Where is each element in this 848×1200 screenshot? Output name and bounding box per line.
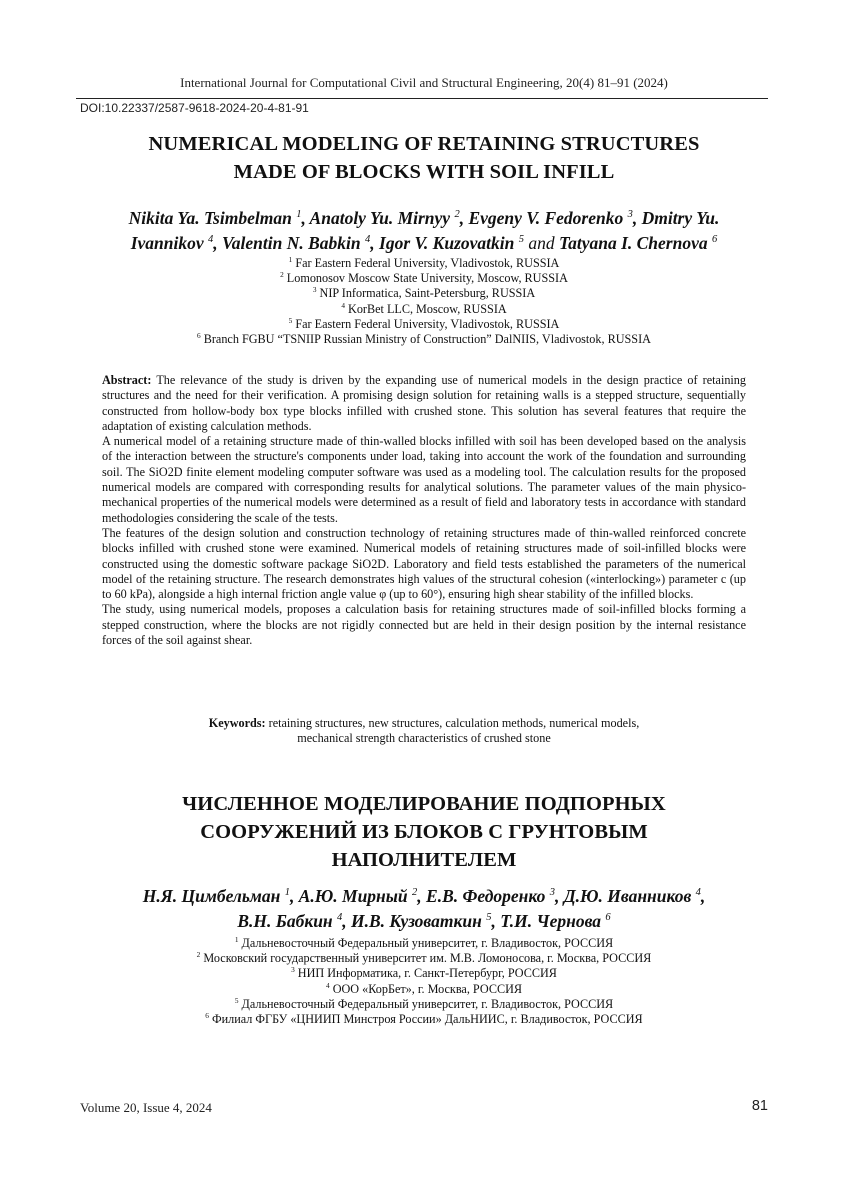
- author-name: Nikita Ya. Tsimbelman: [128, 208, 292, 228]
- affiliation-mark: 2: [280, 270, 284, 280]
- affiliation-text: NIP Informatica, Saint-Petersburg, RUSSIA: [319, 286, 536, 301]
- affiliation-line: [80, 302, 768, 317]
- affiliation-line: [80, 951, 768, 966]
- keywords: [102, 716, 746, 747]
- abstract: [102, 373, 746, 648]
- affiliation-mark: 6: [205, 1010, 209, 1020]
- russian-title-line-2: СООРУЖЕНИЙ ИЗ БЛОКОВ С ГРУНТОВЫМ: [200, 821, 648, 843]
- doi-link[interactable]: DOI:10.22337/2587-9618-2024-20-4-81-91: [80, 101, 309, 115]
- keywords-label: Keywords:: [208, 716, 266, 730]
- author-separator: ,: [554, 886, 564, 906]
- affiliation-text: Филиал ФГБУ «ЦНИИП Минстроя России» ДальНИИС, г. Владивосток, РОССИЯ: [212, 1012, 643, 1027]
- abstract-paragraph-4: The study, using numerical models, proposes a calculation basis for retaining structures made of soil-infilled blocks forming a stepped construction, where the blocks are not rigidly connected but are held in their design position by the internal resistance forces of the soil against shear.: [102, 602, 746, 648]
- header-divider: [76, 98, 768, 99]
- author-name: Valentin N. Babkin: [222, 233, 361, 253]
- affiliation-text: Дальневосточный Федеральный университет, г. Владивосток, РОССИЯ: [241, 936, 614, 950]
- affiliation-mark: 5: [288, 315, 293, 325]
- author-affiliation-mark: 4: [365, 234, 371, 246]
- affiliation-line: [80, 982, 768, 997]
- author-affiliation-mark: 2: [454, 209, 460, 221]
- affiliation-text: KorBet LLC, Moscow, RUSSIA: [348, 301, 507, 316]
- russian-title: [80, 790, 768, 874]
- russian-affiliations: [80, 936, 768, 1027]
- affiliation-line: [80, 1012, 768, 1027]
- russian-authors: [80, 884, 768, 934]
- affiliation-mark: 5: [234, 995, 239, 1005]
- author-separator: ,: [342, 911, 352, 931]
- abstract-paragraph-1-text: The relevance of the study is driven by the expanding use of numerical models in the design practice of retaining structures and the need for their verification. A promising design solution for retaining walls is a stepped structure, sequentially constructed from hollow-body box type blocks infilled with crushed stone. This solution has several features that require the adaptation of existing calculation methods.: [102, 373, 746, 433]
- english-authors: [80, 206, 768, 256]
- affiliation-line: [80, 966, 768, 981]
- author-name: А.Ю. Мирный: [298, 886, 408, 906]
- affiliation-line: [80, 317, 768, 332]
- english-affiliations: [80, 256, 768, 347]
- russian-title-line-1: ЧИСЛЕННОЕ МОДЕЛИРОВАНИЕ ПОДПОРНЫХ: [182, 793, 666, 815]
- author-affiliation-mark: 6: [605, 912, 611, 924]
- russian-authors-line-1: [80, 884, 768, 909]
- author-separator: ,: [632, 208, 642, 228]
- abstract-label: Abstract:: [102, 373, 152, 387]
- affiliation-mark: 2: [196, 950, 201, 960]
- affiliation-text: Московский государственный университет им. М.В. Ломоносова, г. Москва, РОССИЯ: [203, 951, 652, 966]
- author-affiliation-mark: 1: [296, 209, 302, 221]
- author-affiliation-mark: 5: [486, 912, 492, 924]
- footer-volume: Volume 20, Issue 4, 2024: [80, 1100, 212, 1115]
- author-name: Dmitry Yu.: [641, 208, 720, 228]
- affiliation-mark: 6: [197, 330, 201, 340]
- keywords-line-2: mechanical strength characteristics of crushed stone: [297, 731, 551, 746]
- keywords-line-1: [102, 716, 746, 731]
- affiliation-text: Lomonosov Moscow State University, Moscow, RUSSIA: [286, 271, 568, 286]
- author-name: Д.Ю. Иванников: [563, 886, 692, 906]
- affiliation-mark: 1: [234, 934, 239, 944]
- affiliation-text: Far Eastern Federal University, Vladivostok, RUSSIA: [295, 256, 560, 270]
- affiliation-line: [80, 271, 768, 286]
- author-name: Е.В. Федоренко: [426, 886, 546, 906]
- abstract-paragraph-3: The features of the design solution and construction technology of retaining structures made of thin-walled reinforced concrete blocks infilled with crushed stone were examined. Numerical models of retaining structures made of soil-infilled blocks were constructed using the domestic software package SiO2D. Laboratory and field tests established the parameters of the numerical model of the retaining structure. The research demonstrates high values of the structural cohesion («interlocking») parameter c (up to 60 kPa), alongside a high internal friction angle value φ (up to 60°), ensuring high shear stability of the infilled blocks.: [102, 525, 746, 602]
- affiliation-text: ООО «КорБет», г. Москва, РОССИЯ: [332, 981, 523, 996]
- author-name: И.В. Кузоваткин: [351, 911, 482, 931]
- author-affiliation-mark: 2: [412, 887, 418, 899]
- affiliation-text: Branch FGBU “TSNIIP Russian Ministry of Construction” DalNIIS, Vladivostok, RUSSIA: [203, 332, 651, 347]
- affiliation-mark: 3: [291, 965, 295, 975]
- author-affiliation-mark: 4: [208, 234, 214, 246]
- author-name: Evgeny V. Fedorenko: [468, 208, 624, 228]
- affiliation-mark: 3: [312, 285, 317, 295]
- page-number: 81: [751, 1098, 768, 1114]
- author-name: Tatyana I. Chernova: [559, 233, 708, 253]
- russian-title-line-3: НАПОЛНИТЕЛЕМ: [331, 849, 517, 871]
- affiliation-mark: 4: [325, 980, 330, 990]
- abstract-paragraph-1: [102, 373, 746, 434]
- author-separator: ,: [491, 911, 501, 931]
- author-name: Н.Я. Цимбельман: [142, 886, 281, 906]
- english-title: [80, 130, 768, 186]
- affiliation-line: [80, 997, 768, 1012]
- author-affiliation-mark: 4: [337, 912, 343, 924]
- author-name: Igor V. Kuzovatkin: [379, 233, 515, 253]
- english-title-line-2: MADE OF BLOCKS WITH SOIL INFILL: [233, 161, 615, 183]
- affiliation-text: Far Eastern Federal University, Vladivostok, RUSSIA: [295, 316, 560, 331]
- author-separator: ,: [459, 208, 469, 228]
- affiliation-text: Дальневосточный Федеральный университет, г. Владивосток, РОССИЯ: [241, 996, 614, 1011]
- affiliation-mark: 1: [288, 254, 293, 264]
- author-name: Anatoly Yu. Mirnyy: [309, 208, 451, 228]
- author-conjunction: and: [528, 233, 555, 253]
- russian-authors-line-2: [80, 909, 768, 934]
- english-authors-line-2: Ivannikov $^4$, Valentin N. Babkin $^4$, Igor V. Kuzovatkin $^5$ and Tatyana I. Chernova $^6$: [130, 233, 718, 253]
- english-authors-line-1: [80, 206, 768, 231]
- author-affiliation-mark: 3: [627, 209, 633, 221]
- author-separator: ,: [289, 886, 299, 906]
- author-affiliation-mark: 3: [549, 887, 555, 899]
- author-affiliation-mark: 5: [518, 234, 524, 246]
- abstract-paragraph-2: A numerical model of a retaining structure made of thin-walled blocks infilled with soil has been developed based on the analysis of the interaction between the structure's components under load, taking into account the work of the foundation and surrounding soil. The SiO2D finite element modeling computer software was used as a modeling tool. The calculation results for the proposed numerical models are compared with corresponding results for analytical solutions. The parameter values of the main physico-mechanical properties of the numerical models were determined as a result of field and laboratory tests in accordance with standard methodologies considering the scale of the tests.: [102, 434, 746, 525]
- journal-header: International Journal for Computational Civil and Structural Engineering, 20(4) 81–91 (2024): [180, 75, 668, 90]
- author-name: Т.И. Чернова: [500, 911, 602, 931]
- author-name: Ivannikov: [130, 233, 204, 253]
- affiliation-line: [80, 286, 768, 301]
- author-name: В.Н. Бабкин: [237, 911, 333, 931]
- english-title-line-1: NUMERICAL MODELING OF RETAINING STRUCTURES: [148, 133, 700, 155]
- affiliation-text: НИП Информатика, г. Санкт-Петербург, РОССИЯ: [297, 966, 557, 981]
- affiliation-mark: 4: [341, 300, 345, 310]
- affiliation-line: [80, 256, 768, 271]
- affiliation-line: [80, 332, 768, 347]
- affiliation-line: [80, 936, 768, 951]
- keywords-line-1-text: retaining structures, new structures, calculation methods, numerical models,: [268, 716, 640, 730]
- author-separator: ,: [700, 886, 706, 906]
- author-separator: ,: [301, 208, 310, 228]
- author-separator: ,: [417, 886, 427, 906]
- author-affiliation-mark: 4: [695, 887, 701, 899]
- author-affiliation-mark: 1: [284, 887, 290, 899]
- author-affiliation-mark: 6: [712, 234, 718, 246]
